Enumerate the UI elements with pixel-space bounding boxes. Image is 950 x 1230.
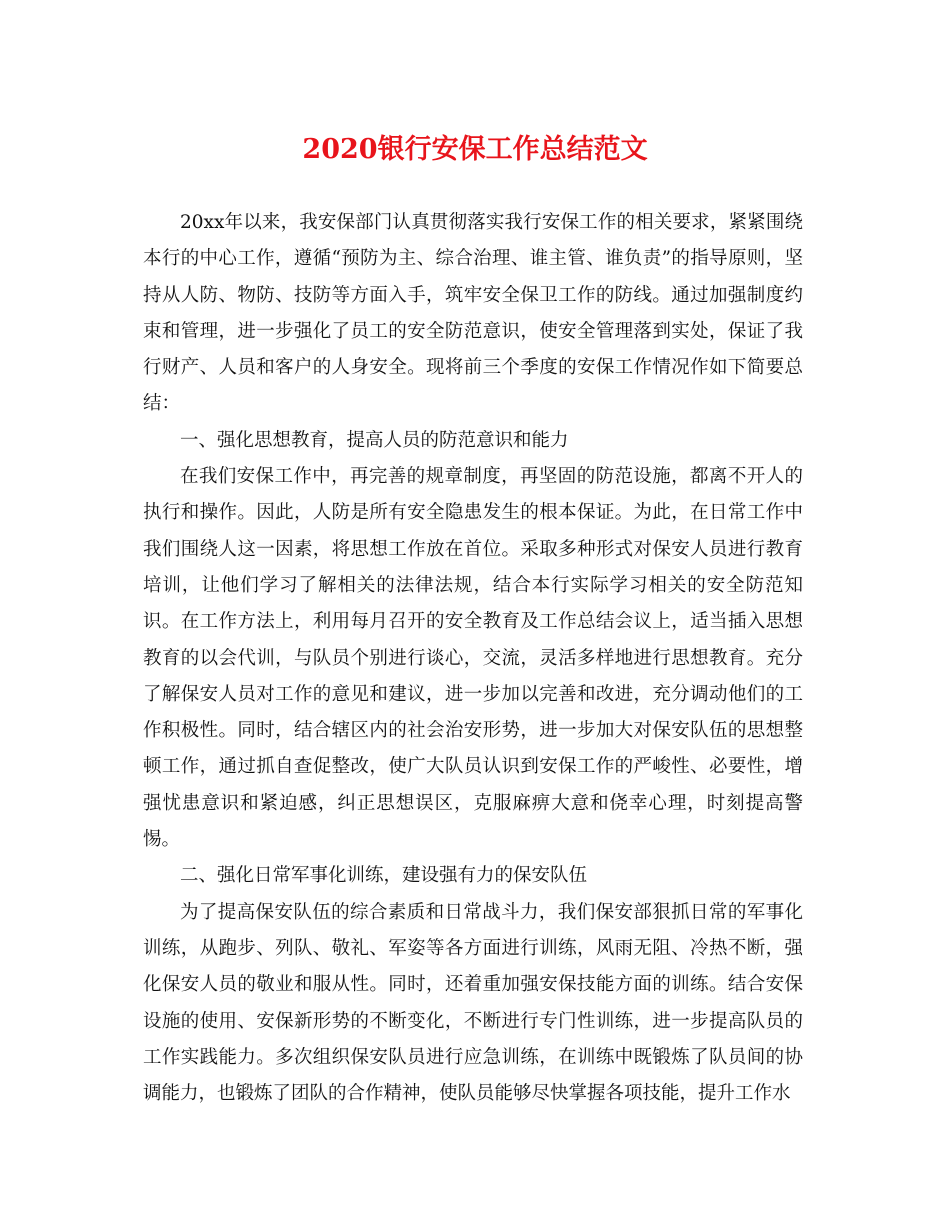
document-title: 2020银行安保工作总结范文 — [302, 134, 648, 165]
section-heading-2: 二、强化日常军事化训练，建设强有力的保安队伍 — [180, 865, 588, 887]
paragraph-intro: 20xx年以来，我安保部门认真贯彻落实我行安保工作的相关要求，紧紧围绕本行的中心工作，遵循“预防为主、综合治理、谁主管、谁负责”的指导原则，坚持从人防、物防、技防等方面入手，筑牢安全保卫工作的防线。通过加强制度约束和管理，进一步强化了员工的安全防范意识，使安全管理落到实处，保证了我行财产、人员和客户的人身安全。现将前三个季度的安保工作情况作如下简要总结： — [143, 212, 803, 415]
document-body — [143, 205, 803, 1112]
section-heading-1: 一、强化思想教育，提高人员的防范意识和能力 — [180, 429, 569, 451]
paragraph-section-1: 在我们安保工作中，再完善的规章制度，再坚固的防范设施，都离不开人的执行和操作。因此，人防是所有安全隐患发生的根本保证。为此，在日常工作中我们围绕人这一因素，将思想工作放在首位。采取多种形式对保安人员进行教育培训，让他们学习了解相关的法律法规，结合本行实际学习相关的安全防范知识。在工作方法上，利用每月召开的安全教育及工作总结会议上，适当插入思想教育的以会代训，与队员个别进行谈心，交流，灵活多样地进行思想教育。充分了解保安人员对工作的意见和建议，进一步加以完善和改进，充分调动他们的工作积极性。同时，结合辖区内的社会治安形势，进一步加大对保安队伍的思想整顿工作，通过抓自查促整改，使广大队员认识到安保工作的严峻性、必要性，增强忧患意识和紧迫感，纠正思想误区，克服麻痹大意和侥幸心理，时刻提高警惕。 — [143, 466, 803, 851]
paragraph-section-2: 为了提高保安队伍的综合素质和日常战斗力，我们保安部狠抓日常的军事化训练，从跑步、列队、敬礼、军姿等各方面进行训练，风雨无阻、冷热不断，强化保安人员的敬业和服从性。同时，还着重加强安保技能方面的训练。结合安保设施的使用、安保新形势的不断变化，不断进行专门性训练，进一步提高队员的工作实践能力。多次组织保安队员进行应急训练，在训练中既锻炼了队员间的协调能力，也锻炼了团队的合作精神，使队员能够尽快掌握各项技能，提升工作水 — [143, 901, 803, 1105]
